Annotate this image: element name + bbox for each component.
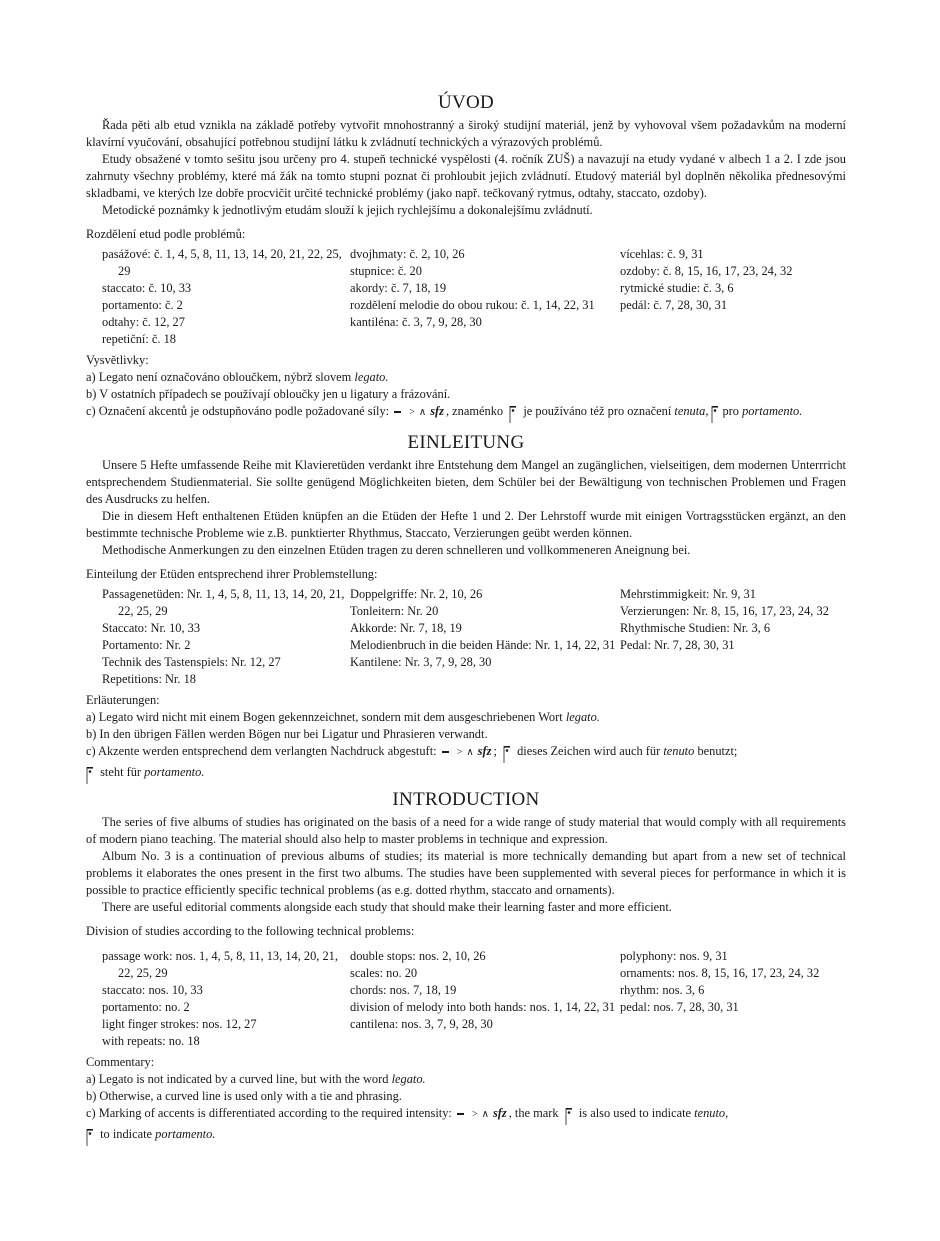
portamento-mark-icon [86,1127,94,1147]
division-item: Repetitions: Nr. 18 [102,672,196,686]
division-item: rozdělení melodie do obou rukou: č. 1, 14, 22, 31 [350,298,595,312]
accent-icon: > [409,406,415,418]
division-item: dvojhmaty: č. 2, 10, 26 [350,247,465,261]
division-column-3 [620,246,846,348]
accent-icon: > [456,746,463,758]
division-column-3 [620,948,846,1050]
division-item: polyphony: nos. 9, 31 [620,949,728,963]
division-item: chords: nos. 7, 18, 19 [350,983,457,997]
paragraph: Unsere 5 Hefte umfassende Reihe mit Klavieretüden verdankt ihre Entstehung dem Mangel an zugänglichen, vielseitigen, dem modernen Unterrricht entsprechendem Studienmaterial. Sie sollte genügend Möglichkeiten bieten, dem Schüler bei der Bewältigung von technischen Problemen und Fragen des Ausdrucks zu helfen. [86,458,846,506]
note-text: to indicate [100,1127,153,1141]
note-b: b) Otherwise, a curved line is used only with a tie and phrasing. [86,1089,402,1103]
note-text: je používáno též pro označení [523,404,672,418]
division-item: light finger strokes: nos. 12, 27 [102,1017,257,1031]
section-introduction [86,789,846,1147]
portamento-mark-icon [711,404,719,424]
paragraph: There are useful editorial comments alongside each study that should make their learning faster and more efficient. [102,900,672,914]
note-text: a) Legato is not indicated by a curved line, but with the word [86,1072,389,1086]
note-text: a) Legato není označováno obloučkem, nýbrž slovem [86,370,352,384]
paragraph: Řada pěti alb etud vznikla na základě potřeby vytvořit mnohostranný a široký studijní materiál, jenž by vyhovoval všem požadavkům na moderní klavírní vyučování, obsahující potřebnou studijní látku k zvládnutí technických a výrazových problémů. [86,118,846,149]
division-item: Verzierungen: Nr. 8, 15, 16, 17, 23, 24, 32 [620,604,829,618]
division-item: Kantilene: Nr. 3, 7, 9, 28, 30 [350,655,492,669]
note-italic: legato. [354,370,389,384]
note-a [86,1071,846,1088]
note-text: a) Legato wird nicht mit einem Bogen gekennzeichnet, sondern mit dem ausgeschriebenen Wort [86,710,563,724]
division-columns [86,586,846,688]
division-item: Mehrstimmigkeit: Nr. 9, 31 [620,587,756,601]
paragraph: The series of five albums of studies has originated on the basis of a need for a wide range of study material that would comply with all requirements of modern piano teaching. The material should also help to master problems in technique and expression. [86,815,846,846]
marcato-icon: ∧ [466,746,474,758]
division-column-1 [86,948,350,1050]
division-item: pedal: nos. 7, 28, 30, 31 [620,1000,739,1014]
division-item: rhythm: nos. 3, 6 [620,983,705,997]
division-item: with repeats: no. 18 [102,1034,200,1048]
tenuto-dash-icon [394,411,401,413]
paragraph: Metodické poznámky k jednotlivým etudám slouží k jejich rychlejšímu a dokonalejšímu zvládnutí. [102,203,593,217]
paragraph: Methodische Anmerkungen zu den einzelnen Etüden tragen zu deren schnelleren und vollkommeneren Aneignung bei. [102,543,691,557]
sfz-mark: sfz [477,744,492,758]
tenuto-dash-icon [442,751,449,753]
note-italic: portamento. [155,1127,216,1141]
tenuto-mark-icon [565,1106,573,1126]
division-item: Staccato: Nr. 10, 33 [102,621,201,635]
division-item: pasážové: č. 1, 4, 5, 8, 11, 13, 14, 20, 21, 22, 25, 29 [102,247,342,278]
division-item: Technik des Tastenspiels: Nr. 12, 27 [102,655,281,669]
notes-label: Commentary: [86,1055,155,1069]
division-item: Akkorde: Nr. 7, 18, 19 [350,621,462,635]
division-columns [86,246,846,348]
division-item: staccato: č. 10, 33 [102,281,192,295]
note-text: c) Označení akcentů je odstupňováno podle požadované síly: [86,404,390,418]
section-title-uvod: ÚVOD [437,92,495,113]
division-item: ozdoby: č. 8, 15, 16, 17, 23, 24, 32 [620,264,793,278]
note-b: b) In den übrigen Fällen werden Bögen nur bei Ligatur und Phrasieren verwandt. [86,727,488,741]
division-item: Passagenetüden: Nr. 1, 4, 5, 8, 11, 13, 14, 20, 21, 22, 25, 29 [102,587,345,618]
division-item: Pedal: Nr. 7, 28, 30, 31 [620,638,735,652]
tenuto-mark-icon [503,744,511,764]
division-item: Melodienbruch in die beiden Hände: Nr. 1, 14, 22, 31 [350,638,616,652]
note-c [86,743,846,785]
division-item: Rhythmische Studien: Nr. 3, 6 [620,621,771,635]
note-italic: portamento. [144,765,205,779]
division-column-2 [350,948,620,1050]
division-item: repetiční: č. 18 [102,332,176,346]
note-italic: tenuto, [694,1106,729,1120]
division-column-2 [350,246,620,348]
division-item: passage work: nos. 1, 4, 5, 8, 11, 13, 14, 20, 21, 22, 25, 29 [102,949,338,980]
portamento-mark-icon [86,765,94,785]
paragraph: Die in diesem Heft enthaltenen Etüden knüpfen an die Etüden der Hefte 1 und 2. Der Lehrstoff wurde mit einigen Vortragsstücken ergänzt, an den bestimmte technische Probleme wie z.B. punktierter Rhythmus, Staccato, Verzierungen geübt werden können. [86,509,846,540]
sfz-mark: sfz [492,1106,507,1120]
division-item: kantiléna: č. 3, 7, 9, 28, 30 [350,315,482,329]
notes-label: Vysvětlivky: [86,353,149,367]
note-text: dieses Zeichen wird auch für [517,744,661,758]
tenuto-mark-icon [509,404,517,424]
division-item: scales: no. 20 [350,966,418,980]
note-text: is also used to indicate [578,1106,692,1120]
marcato-icon: ∧ [418,406,427,418]
division-item: Tonleitern: Nr. 20 [350,604,439,618]
division-column-2 [350,586,620,688]
note-b: b) V ostatních případech se používají obloučky jen u ligatury a frázování. [86,387,451,401]
division-label: Division of studies according to the following technical problems: [86,924,415,938]
tenuto-dash-icon [457,1113,464,1115]
note-a [86,709,846,726]
marcato-icon: ∧ [481,1108,489,1120]
note-c [86,403,846,424]
note-italic: legato. [565,710,600,724]
division-column-3 [620,586,846,688]
note-text: ; [493,744,497,758]
note-italic: legato. [391,1072,426,1086]
division-item: portamento: č. 2 [102,298,183,312]
note-text: , the mark [508,1106,559,1120]
note-text: c) Akzente werden entsprechend dem verlangten Nachdruck abgestuft: [86,744,437,758]
division-columns [86,948,846,1050]
division-item: odtahy: č. 12, 27 [102,315,185,329]
section-title-introduction: INTRODUCTION [392,789,540,810]
note-a [86,369,846,386]
page-content [86,92,846,1147]
notes-label: Erläuterungen: [86,693,160,707]
note-text: steht für [100,765,142,779]
division-item: stupnice: č. 20 [350,264,422,278]
note-text: pro [722,404,739,418]
division-item: division of melody into both hands: nos. 1, 14, 22, 31 [350,1000,616,1014]
accent-icon: > [471,1108,478,1120]
sfz-mark: sfz [430,404,444,418]
division-item: staccato: nos. 10, 33 [102,983,203,997]
note-text: c) Marking of accents is differentiated according to the required intensity: [86,1106,452,1120]
division-item: portamento: no. 2 [102,1000,190,1014]
division-item: pedál: č. 7, 28, 30, 31 [620,298,728,312]
section-title-einleitung: EINLEITUNG [407,432,525,453]
note-italic: portamento. [742,404,803,418]
paragraph: Album No. 3 is a continuation of previous albums of studies; its material is more technically demanding but apart from a new set of technical problems it elaborates the ones present in the first two albums. The studies have been supplemented with several pieces for performance in which it is possible to practice efficiently specific technical problems (as e.g. dotted rhythm, staccato and ornaments). [86,849,846,897]
division-column-1 [86,586,350,688]
note-italic: tenuto [663,744,695,758]
division-label: Einteilung der Etüden entsprechend ihrer Problemstellung: [86,567,378,581]
section-einleitung [86,432,846,785]
division-item: cantilena: nos. 3, 7, 9, 28, 30 [350,1017,493,1031]
note-text: benutzt; [697,744,738,758]
division-item: Doppelgriffe: Nr. 2, 10, 26 [350,587,483,601]
paragraph: Etudy obsažené v tomto sešitu jsou určeny pro 4. stupeň technické vyspělosti (4. ročník ZUŠ) a navazují na etudy vydané v albech 1 a 2. I zde jsou zahrnuty všechny problémy, které má žák na tomto stupni poznat či prohloubit jejich zvládnutí. Etudový materiál byl doplněn několika přednesovými skladbami, ve kterých lze dobře procvičit určité technické problémy (jako např. tečkovaný rytmus, odtahy, staccato, ozdoby). [86,152,846,200]
division-item: Portamento: Nr. 2 [102,638,191,652]
note-text: , znaménko [445,404,504,418]
note-italic: tenuta, [674,404,709,418]
division-label: Rozdělení etud podle problémů: [86,227,246,241]
division-item: ornaments: nos. 8, 15, 16, 17, 23, 24, 32 [620,966,820,980]
note-c [86,1105,846,1147]
division-item: vícehlas: č. 9, 31 [620,247,704,261]
division-item: akordy: č. 7, 18, 19 [350,281,447,295]
division-item: double stops: nos. 2, 10, 26 [350,949,486,963]
division-column-1 [86,246,350,348]
division-item: rytmické studie: č. 3, 6 [620,281,734,295]
section-uvod [86,92,846,424]
